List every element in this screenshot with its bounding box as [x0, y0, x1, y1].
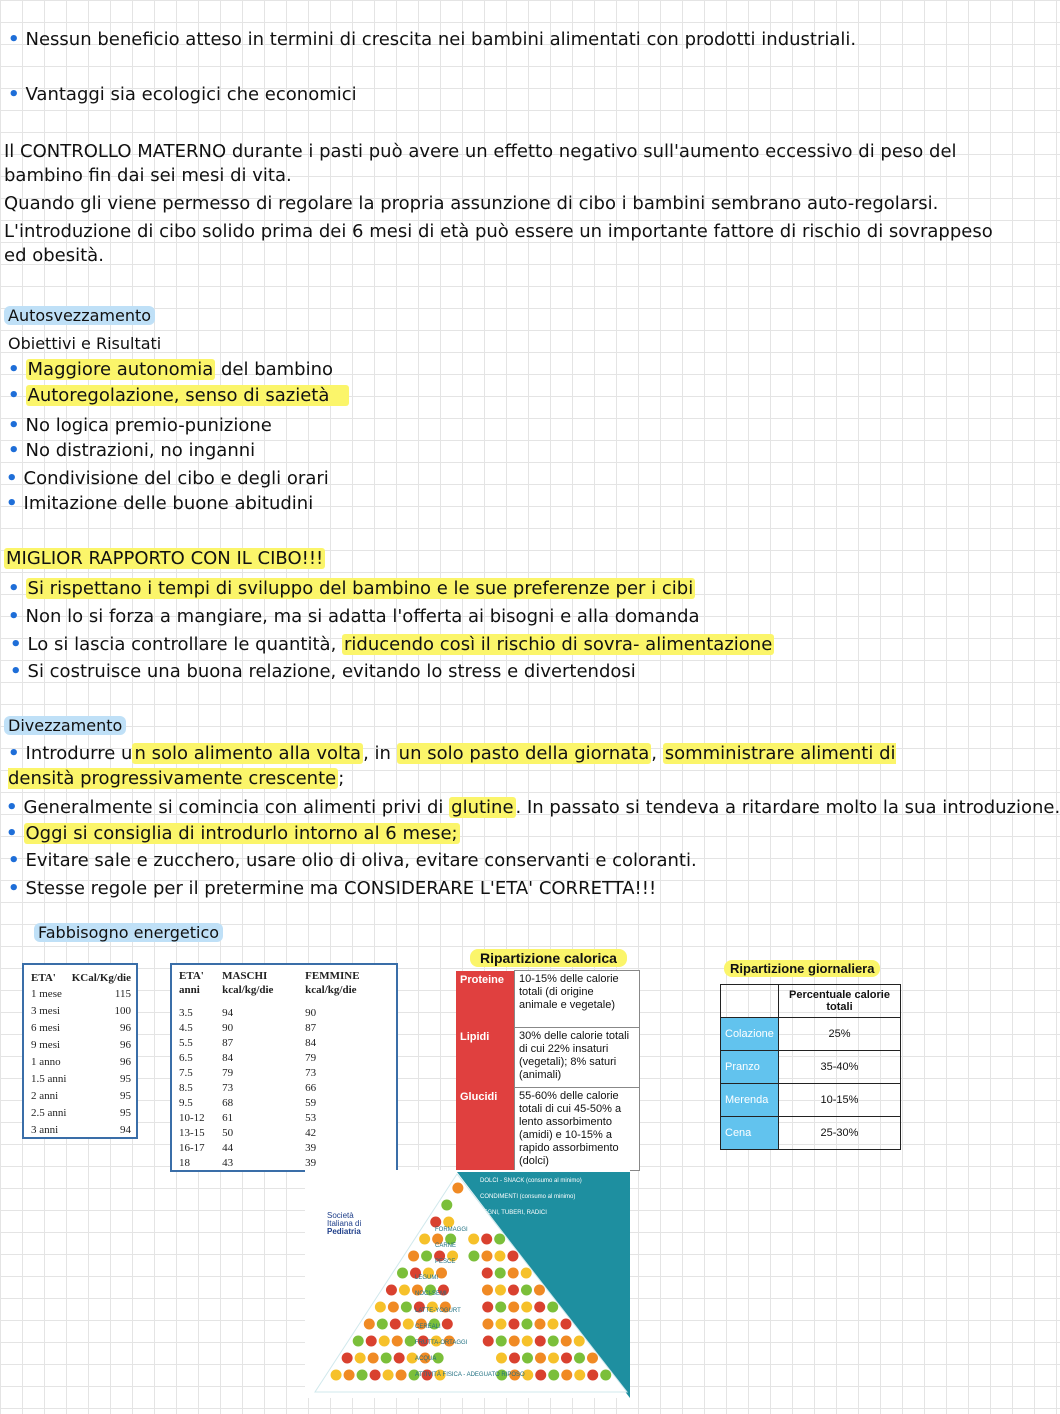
food-item-icon	[481, 1251, 492, 1262]
food-item-icon	[508, 1285, 519, 1296]
intro-bullet-2	[8, 83, 357, 107]
food-item-icon	[381, 1353, 392, 1364]
food-item-icon	[587, 1353, 598, 1364]
autosvezzamento-item	[8, 414, 272, 438]
table-cell: 16-17	[179, 1141, 205, 1154]
bullet-dot: •	[8, 415, 20, 436]
bullet-dot: •	[8, 84, 20, 105]
food-item-icon	[375, 1302, 386, 1313]
divezzamento-text: Stesse regole per il pretermine ma CONSIDERARE L'ETA' CORRETTA!!!	[25, 878, 657, 899]
autosvezzamento-item	[6, 467, 329, 491]
food-item-icon	[399, 1285, 410, 1296]
rapporto-bullet-text: Si rispettano i tempi di sviluppo del bambino e le sue preferenze per i cibi	[27, 578, 694, 599]
bullet-dot: •	[8, 29, 20, 50]
food-item-icon	[370, 1370, 381, 1381]
table-cell: 73	[305, 1066, 317, 1079]
table-cell: 96	[120, 1021, 131, 1034]
food-item-icon	[509, 1353, 520, 1364]
table-cell: 84	[222, 1051, 234, 1064]
table-cell: 59	[305, 1096, 317, 1109]
intro-bullet-1-text: Nessun beneficio atteso in termini di crescita nei bambini alimentati con prodotti industriali.	[25, 29, 857, 50]
bullet-dot: •	[8, 878, 20, 899]
pyramid-level-label: FORMAGGI	[435, 1226, 468, 1233]
table-cell: 66	[305, 1081, 317, 1094]
table-cell: 1.5 anni	[31, 1072, 67, 1085]
paragraph-cibo-solido: L'introduzione di cibo solido prima dei 6 mesi di età può essere un importante fattore di rischio di sovrappeso ed obesità.	[4, 221, 993, 266]
food-item-icon	[342, 1353, 353, 1364]
table-cell: 115	[114, 987, 131, 1000]
table-row	[30, 1002, 132, 1019]
food-item-icon	[561, 1336, 572, 1347]
food-item-icon	[396, 1370, 407, 1381]
table-cell: 44	[222, 1141, 234, 1154]
divezzamento-bullet	[6, 796, 1060, 820]
giornaliera-title-wrap	[724, 958, 880, 977]
food-item-icon	[421, 1251, 432, 1262]
food-item-icon	[521, 1268, 532, 1279]
divezzamento-title: Divezzamento	[4, 716, 126, 735]
rapporto-bullet-text: Si costruisce una buona relazione, evitando lo stress e divertendosi	[27, 661, 636, 682]
food-item-icon	[401, 1302, 412, 1313]
table-fabbisogno-eta	[22, 963, 138, 1139]
table-row	[178, 1140, 392, 1155]
food-item-icon	[379, 1336, 390, 1347]
food-item-icon	[547, 1319, 558, 1330]
divezzamento-bullet	[8, 877, 656, 901]
table-cell: 95	[120, 1072, 131, 1085]
autosvezzamento-item-highlight: Maggiore autonomia	[27, 359, 214, 380]
calorica-text: 55-60% delle calorie totali di cui 45-50% a lento assorbimento (amidi) e 10-15% a rapido assorbimento (dolci)	[515, 1088, 640, 1171]
table-row	[30, 985, 132, 1002]
table-row	[178, 1155, 392, 1170]
pyramid-level-label: CEREALI	[415, 1323, 441, 1330]
table-row	[178, 1110, 392, 1125]
autosvezzamento-item-text: Condivisione del cibo e degli orari	[23, 468, 329, 489]
table-cell: 61	[222, 1111, 234, 1124]
table-cell: 13-15	[179, 1126, 205, 1139]
table-cell: 18	[179, 1156, 190, 1169]
pyramid-level-label: LATTE-YOGURT	[415, 1307, 461, 1314]
table-row	[30, 1053, 132, 1070]
table-cell: 87	[305, 1021, 317, 1034]
intro-bullet-2-text: Vantaggi sia ecologici che economici	[25, 84, 357, 105]
table-cell: 3.5	[179, 1006, 193, 1019]
table-cell: 7.5	[179, 1066, 193, 1079]
divezzamento-highlight: somministrare alimenti di densità progressivamente crescente	[8, 743, 896, 789]
rapporto-bullet	[10, 660, 636, 684]
sip-logo	[327, 1212, 361, 1236]
autosvezzamento-item	[8, 439, 255, 463]
section-title-rapporto	[4, 547, 325, 571]
table-cell: 2 anni	[31, 1089, 59, 1102]
table-cell: 3 anni	[31, 1123, 59, 1136]
table-cell: 95	[120, 1089, 131, 1102]
autosvezzamento-subtitle: Obiettivi e Risultati	[8, 334, 162, 353]
table-cell: 9.5	[179, 1096, 193, 1109]
fabbisogno-title: Fabbisogno energetico	[34, 923, 223, 942]
pyramid-level-label: FRUTTA-ORTAGGI	[415, 1340, 468, 1346]
section-title-divezzamento	[4, 714, 126, 738]
table-cell: 79	[305, 1051, 317, 1064]
table-subheader: kcal/kg/die	[222, 984, 274, 996]
pyramid-level-label: LEGUMI	[415, 1275, 439, 1282]
divezzamento-highlight: Oggi si consiglia di introdurlo intorno al 6 mese;	[25, 823, 458, 844]
table-row	[30, 1087, 132, 1104]
food-item-icon	[534, 1319, 545, 1330]
food-item-icon	[535, 1370, 546, 1381]
table-header: ETA'	[179, 970, 204, 982]
table-cell: 43	[222, 1156, 234, 1169]
table-cell: 79	[222, 1066, 234, 1079]
paragraph-autoregolazione: Quando gli viene permesso di regolare la propria assunzione di cibo i bambini sembrano auto-regolarsi.	[4, 193, 939, 214]
food-item-icon	[495, 1319, 506, 1330]
table-row	[30, 1019, 132, 1036]
food-item-icon	[561, 1370, 572, 1381]
food-item-icon	[383, 1370, 394, 1381]
food-item-icon	[496, 1353, 507, 1364]
calorica-title-wrap	[470, 948, 627, 967]
table-header: FEMMINE	[305, 970, 360, 982]
divezzamento-bullet	[8, 849, 697, 873]
table-cell: 6.5	[179, 1051, 193, 1064]
food-item-icon	[522, 1353, 533, 1364]
bullet-dot: •	[6, 797, 18, 818]
food-item-icon	[482, 1302, 493, 1313]
sip-logo-line: Italiana di	[327, 1219, 362, 1228]
food-item-icon	[390, 1319, 401, 1330]
pyramid-level-label: ACQUA	[415, 1356, 437, 1363]
divezzamento-text: Evitare sale e zucchero, usare olio di oliva, evitare conservanti e coloranti.	[25, 850, 697, 871]
table-cell: 73	[222, 1081, 234, 1094]
calorica-label: Lipidi	[456, 1028, 515, 1088]
table-cell: 5.5	[179, 1036, 193, 1049]
divezzamento-highlight: glutine	[451, 797, 514, 818]
section-title-autosvezzamento	[4, 304, 155, 328]
table-row	[178, 1035, 392, 1050]
autosvezzamento-item-text: No logica premio-punizione	[25, 415, 272, 436]
rapporto-title: MIGLIOR RAPPORTO CON IL CIBO!!!	[6, 548, 324, 569]
table-cell: 3 mesi	[31, 1004, 61, 1017]
rapporto-bullet	[10, 633, 774, 657]
bullet-dot: •	[8, 440, 20, 461]
sip-logo-line: Società	[327, 1211, 354, 1220]
table-ripartizione-calorica	[456, 970, 640, 1171]
table-cell: 1 anno	[31, 1055, 61, 1068]
food-item-icon	[386, 1285, 397, 1296]
food-item-icon	[442, 1319, 453, 1330]
food-item-icon	[392, 1336, 403, 1347]
rapporto-bullet-text: Lo si lascia controllare le quantità,	[27, 634, 343, 655]
table-cell: 53	[305, 1111, 317, 1124]
table-header: ETA'	[31, 972, 56, 984]
food-item-icon	[403, 1319, 414, 1330]
bullet-dot: •	[8, 850, 20, 871]
calorica-text: 10-15% delle calorie totali (di origine animale e vegetale)	[515, 971, 640, 1028]
sip-logo-line: Pediatria	[327, 1227, 361, 1236]
food-item-icon	[574, 1336, 585, 1347]
bullet-dot: •	[6, 493, 18, 514]
food-item-icon	[548, 1370, 559, 1381]
table-cell: 95	[120, 1106, 131, 1119]
food-item-icon	[368, 1353, 379, 1364]
pyramid-level-label: ATTIVITÀ FISICA - ADEGUATO RIPOSO	[415, 1372, 525, 1379]
table-subheader: anni	[179, 984, 200, 996]
food-item-icon	[560, 1319, 571, 1330]
table-row	[178, 1050, 392, 1065]
divezzamento-text: . In passato si tendeva a ritardare molto la sua introduzione.	[515, 797, 1060, 818]
table-row	[178, 1065, 392, 1080]
food-item-icon	[509, 1336, 520, 1347]
rapporto-bullet	[8, 605, 700, 629]
bullet-dot: •	[6, 468, 18, 489]
giornaliera-value: 25-30%	[779, 1117, 901, 1150]
food-pyramid	[305, 1170, 630, 1398]
table-header: KCal/Kg/die	[71, 972, 131, 984]
paragraph-controllo-materno: Il CONTROLLO MATERNO durante i pasti può avere un effetto negativo sull'aumento eccessivo di peso del bambino fin dai sei mesi di vita.	[4, 141, 957, 186]
food-item-icon	[496, 1336, 507, 1347]
table-header: MASCHI	[222, 970, 268, 982]
food-item-icon	[534, 1302, 545, 1313]
divezzamento-highlight: n solo alimento alla volta	[134, 743, 362, 764]
table-cell: 2.5 anni	[31, 1106, 67, 1119]
table-cell: 68	[222, 1096, 234, 1109]
table-cell: 39	[305, 1156, 317, 1169]
table-cell: 8.5	[179, 1081, 193, 1094]
food-item-icon	[366, 1336, 377, 1347]
rapporto-bullet-highlight: riducendo così il rischio di sovra- alimentazione	[344, 634, 773, 655]
autosvezzamento-item-highlight: Autoregolazione, senso di sazietà	[26, 385, 350, 406]
table-cell: 10-12	[179, 1111, 205, 1124]
rapporto-bullet-text: Non lo si forza a mangiare, ma si adatta l'offerta ai bisogni e alla domanda	[25, 606, 700, 627]
giornaliera-meal: Pranzo	[721, 1051, 779, 1084]
table-cell: 87	[222, 1036, 234, 1049]
table-cell: 100	[114, 1004, 131, 1017]
table-subheader: kcal/kg/die	[305, 984, 357, 996]
table-cell: 90	[305, 1006, 317, 1019]
section-title-fabbisogno	[34, 921, 223, 945]
food-item-icon	[331, 1370, 342, 1381]
food-item-icon	[521, 1302, 532, 1313]
divezzamento-text: Generalmente si comincia con alimenti privi di	[23, 797, 450, 818]
table-row	[30, 1121, 132, 1138]
table-row	[30, 1070, 132, 1087]
divezzamento-text: ,	[651, 743, 663, 764]
food-item-icon	[587, 1370, 598, 1381]
bullet-dot: •	[8, 743, 20, 764]
food-item-icon	[397, 1268, 408, 1279]
food-item-icon	[364, 1319, 375, 1330]
food-item-icon	[574, 1370, 585, 1381]
giornaliera-header: Percentuale calorie totali	[779, 985, 901, 1018]
table-cell: 96	[120, 1055, 131, 1068]
food-item-icon	[388, 1302, 399, 1313]
food-item-icon	[482, 1319, 493, 1330]
pyramid-level-label: NOCI-SEMI	[415, 1291, 447, 1298]
food-item-icon	[508, 1319, 519, 1330]
divezzamento-text: Introdurre u	[25, 743, 133, 764]
table-ripartizione-giornaliera	[720, 984, 901, 1150]
divezzamento-bullet	[6, 822, 460, 846]
giornaliera-meal: Colazione	[721, 1018, 779, 1051]
table-cell: 94	[120, 1123, 131, 1136]
calorica-label: Proteine	[456, 971, 515, 1028]
food-item-icon	[494, 1234, 505, 1245]
autosvezzamento-item-text: del bambino	[215, 359, 334, 380]
bullet-dot: •	[10, 661, 22, 682]
bullet-dot: •	[8, 385, 20, 406]
food-item-icon	[494, 1251, 505, 1262]
table-row	[178, 1080, 392, 1095]
food-item-icon	[468, 1234, 479, 1245]
table-cell: 42	[305, 1126, 317, 1139]
food-item-icon	[548, 1353, 559, 1364]
table-cell: 9 mesi	[31, 1038, 61, 1051]
giornaliera-value: 25%	[779, 1018, 901, 1051]
table-cell: 1 mese	[31, 987, 62, 1000]
divezzamento-text: ;	[338, 768, 345, 789]
giornaliera-value: 10-15%	[779, 1084, 901, 1117]
food-item-icon	[482, 1268, 493, 1279]
food-item-icon	[534, 1285, 545, 1296]
giornaliera-value: 35-40%	[779, 1051, 901, 1084]
food-item-icon	[547, 1302, 558, 1313]
bullet-dot: •	[6, 823, 18, 844]
food-item-icon	[495, 1285, 506, 1296]
food-item-icon	[353, 1336, 364, 1347]
autosvezzamento-item	[6, 492, 313, 516]
autosvezzamento-item-text: No distrazioni, no inganni	[25, 440, 256, 461]
divezzamento-bullet	[8, 741, 908, 791]
food-item-icon	[468, 1251, 479, 1262]
rapporto-bullet	[8, 577, 695, 601]
food-item-icon	[535, 1353, 546, 1364]
divezzamento-highlight: un solo pasto della giornata	[398, 743, 650, 764]
table-row	[178, 1005, 392, 1020]
food-item-icon	[495, 1268, 506, 1279]
food-item-icon	[482, 1285, 493, 1296]
food-item-icon	[377, 1319, 388, 1330]
food-pyramid-graphic	[305, 1170, 630, 1398]
giornaliera-meal: Merenda	[721, 1084, 779, 1117]
food-item-icon	[508, 1268, 519, 1279]
food-item-icon	[508, 1302, 519, 1313]
pyramid-level-label: PESCE	[435, 1259, 456, 1265]
calorica-title: Ripartizione calorica	[470, 949, 627, 967]
table-cell: 94	[222, 1006, 234, 1019]
food-item-icon	[441, 1200, 452, 1211]
food-item-icon	[600, 1370, 611, 1381]
calorica-text: 30% delle calorie totali di cui 22% insaturi (vegetali); 8% saturi (animali)	[515, 1028, 640, 1088]
food-item-icon	[452, 1183, 463, 1194]
table-cell: 4.5	[179, 1021, 193, 1034]
bullet-dot: •	[8, 578, 20, 599]
food-item-icon	[507, 1251, 518, 1262]
food-item-icon	[574, 1353, 585, 1364]
food-item-icon	[561, 1353, 572, 1364]
food-item-icon	[483, 1336, 494, 1347]
food-item-icon	[394, 1353, 405, 1364]
pyramid-level-label: CARNE	[435, 1242, 457, 1249]
calorica-label: Glucidi	[456, 1088, 515, 1171]
table-cell: 84	[305, 1036, 317, 1049]
divezzamento-text: , in	[363, 743, 397, 764]
bullet-dot: •	[8, 359, 20, 380]
intro-bullet-1	[8, 28, 856, 52]
food-item-icon	[521, 1285, 532, 1296]
table-cell: 39	[305, 1141, 317, 1154]
table-cell: 50	[222, 1126, 234, 1139]
table-row	[178, 1095, 392, 1110]
table-row	[30, 1036, 132, 1053]
food-item-icon	[344, 1370, 355, 1381]
pyramid-level-label: CONDIMENTI (consumo al minimo)	[480, 1194, 576, 1201]
pyramid-level-label: DOLCI - SNACK (consumo al minimo)	[480, 1178, 582, 1184]
table-fabbisogno-sesso	[170, 963, 398, 1172]
food-item-icon	[357, 1370, 368, 1381]
pyramid-level-label: LEGNI, TUBERI, RADICI	[480, 1210, 547, 1217]
bullet-dot: •	[8, 606, 20, 627]
bullet-dot: •	[10, 634, 22, 655]
table-row	[178, 1020, 392, 1035]
autosvezzamento-item-text: Imitazione delle buone abitudini	[23, 493, 314, 514]
table-cell: 90	[222, 1021, 234, 1034]
autosvezzamento-item	[8, 384, 349, 408]
food-item-icon	[495, 1302, 506, 1313]
food-item-icon	[481, 1234, 492, 1245]
food-item-icon	[521, 1319, 532, 1330]
giornaliera-title: Ripartizione giornaliera	[724, 960, 880, 977]
table-row	[178, 1125, 392, 1140]
table-row	[30, 1104, 132, 1121]
food-item-icon	[355, 1353, 366, 1364]
autosvezzamento-item	[8, 358, 333, 382]
table-cell: 6 mesi	[31, 1021, 61, 1034]
food-item-icon	[419, 1234, 430, 1245]
food-item-icon	[548, 1336, 559, 1347]
autosvezzamento-title: Autosvezzamento	[4, 306, 155, 325]
food-item-icon	[535, 1336, 546, 1347]
giornaliera-meal: Cena	[721, 1117, 779, 1150]
food-item-icon	[522, 1336, 533, 1347]
table-cell: 96	[120, 1038, 131, 1051]
food-item-icon	[408, 1251, 419, 1262]
